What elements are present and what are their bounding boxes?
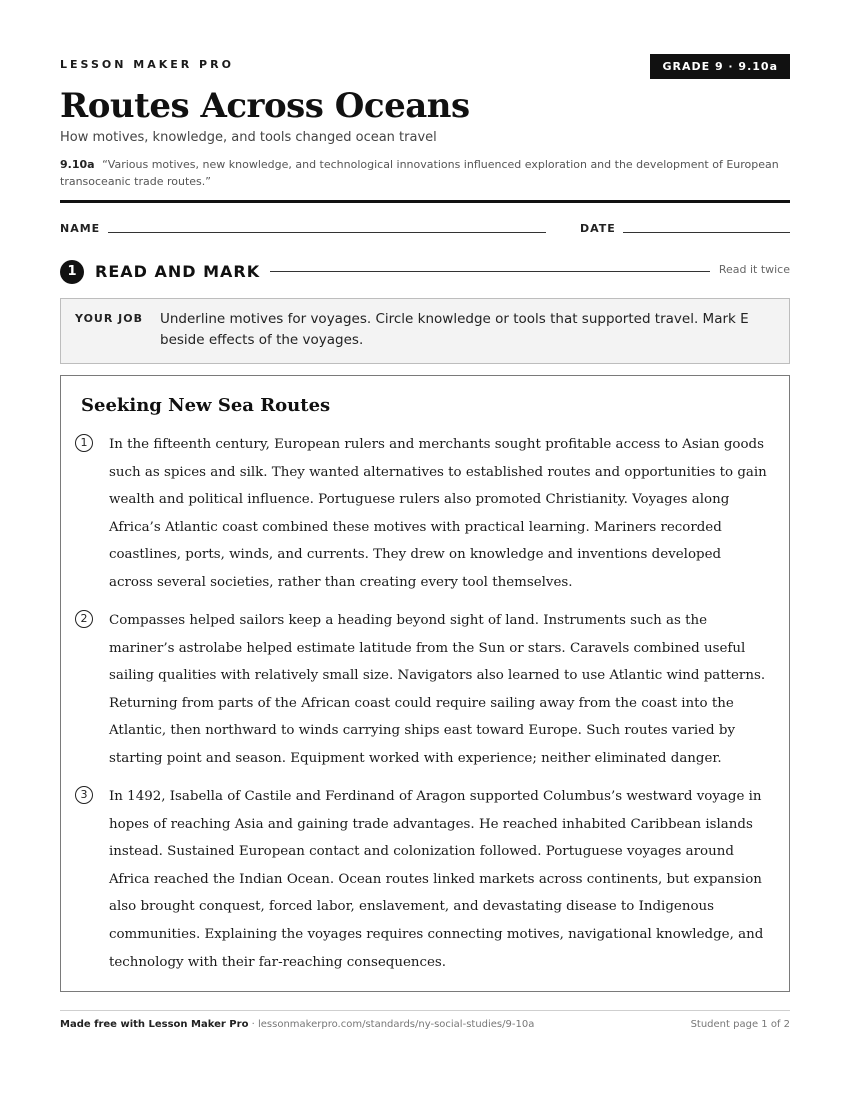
- your-job-instructions: Underline motives for voyages. Circle knowledge or tools that supported travel. Mark E beside effects of the voyages.: [160, 311, 749, 348]
- paragraph-number: 2: [75, 610, 93, 628]
- section-divider: [270, 271, 710, 272]
- paragraph-number: 3: [75, 786, 93, 804]
- page-title: Routes Across Oceans: [60, 86, 470, 126]
- standard-statement: [60, 156, 790, 190]
- your-job-box: [60, 298, 790, 364]
- section-number-badge: 1: [60, 260, 84, 284]
- paragraph-text: In 1492, Isabella of Castile and Ferdinand of Aragon supported Columbus’s westward voyage in hopes of reaching Asia and gaining trade advantages. He reached inhabited Caribbean islands instead. Sustained European contact and colonization followed. Portuguese voyages around Africa reached the Indian Ocean. Ocean routes linked markets across continents, but expansion also brought conquest, forced labor, enslavement, and devastating disease to Indigenous communities. Explaining the voyages requires connecting motives, navigational knowledge, and technology with their far-reaching consequences.: [109, 789, 764, 970]
- name-label: NAME: [60, 222, 101, 235]
- footer-made-with: Made free with Lesson Maker Pro: [60, 1019, 249, 1030]
- footer-page-number: Student page 1 of 2: [690, 1019, 790, 1030]
- reading-title: Seeking New Sea Routes: [81, 395, 331, 416]
- footer-separator: ·: [248, 1019, 258, 1030]
- paragraph-text: In the fifteenth century, European rulers and merchants sought profitable access to Asian goods such as spices and silk. They wanted alternatives to established routes and opportunities to gain wealth and political influence. Portuguese rulers also promoted Christianity. Voyages along Africa’s Atlantic coast combined these motives with practical learning. Mariners recorded coastlines, ports, winds, and currents. They drew on knowledge and inventions developed across several societies, rather than creating every tool themselves.: [109, 437, 767, 590]
- standard-text: “Various motives, new knowledge, and technological innovations influenced exploration and the development of European transoceanic trade routes.”: [60, 158, 779, 188]
- date-field[interactable]: [623, 232, 790, 233]
- your-job-label: YOUR JOB: [75, 312, 143, 325]
- paragraph-text: Compasses helped sailors keep a heading beyond sight of land. Instruments such as the mariner’s astrolabe helped estimate latitude from the Sun or stars. Caravels combined useful sailing qualities with relatively small size. Navigators also learned to use Atlantic wind patterns. Returning from parts of the African coast could require sailing away from the coast into the Atlantic, then northward to winds carrying ships east toward Europe. Such routes varied by starting point and season. Equipment worked with experience; neither eliminated danger.: [109, 613, 766, 766]
- header-divider: [60, 200, 790, 203]
- footer-divider: [60, 1010, 790, 1011]
- paragraph-number: 1: [75, 434, 93, 452]
- grade-badge: GRADE 9 · 9.10a: [650, 54, 790, 79]
- date-label: DATE: [580, 222, 616, 235]
- section-note: Read it twice: [718, 263, 790, 276]
- name-field[interactable]: [108, 232, 546, 233]
- brand-name: LESSON MAKER PRO: [60, 58, 234, 71]
- worksheet-page: [60, 0, 790, 1100]
- footer-url[interactable]: lessonmakerpro.com/standards/ny-social-studies/9-10a: [257, 1019, 535, 1030]
- section-title: READ AND MARK: [95, 262, 261, 281]
- standard-code: 9.10a: [60, 158, 95, 171]
- reading-passage-box: [60, 375, 790, 992]
- page-subtitle: How motives, knowledge, and tools changed ocean travel: [60, 130, 437, 145]
- footer-credit: [60, 1019, 534, 1030]
